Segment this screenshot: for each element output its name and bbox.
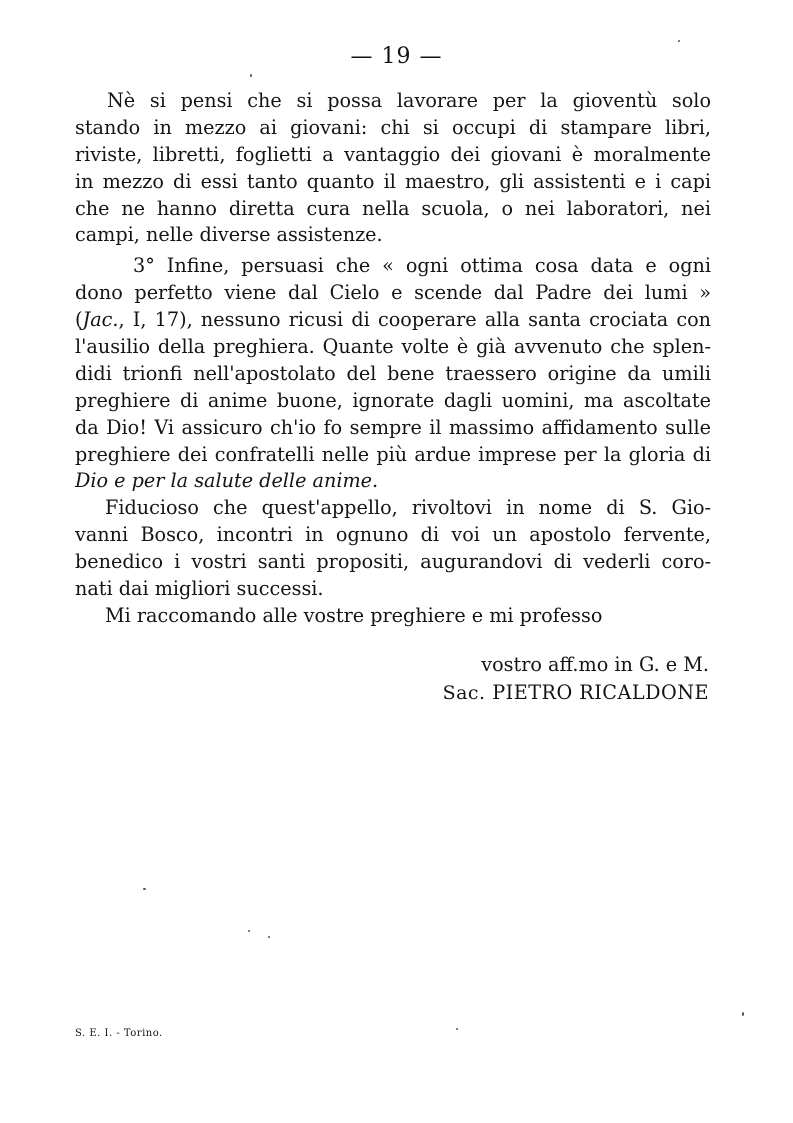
- scripture-reference: Jac.: [82, 308, 119, 332]
- paragraph-3-line: vanni Bosco, incontri in ognuno di voi un apostolo fervente,: [75, 523, 711, 547]
- signature: [0, 679, 709, 707]
- scan-speck: [678, 40, 680, 42]
- paragraph-2-line-rest: , I, 17), nessuno ricusi di cooperare alla santa crociata con: [118, 308, 711, 332]
- scan-speck: [742, 1012, 744, 1016]
- paragraph-1-line: in mezzo di essi tanto quanto il maestro, gli assistenti e i capi: [75, 169, 711, 193]
- paragraph-2-line: didi trionfi nell'apostolato del bene traessero origine da umili: [75, 361, 711, 385]
- paragraph-1-line: riviste, libretti, foglietti a vantaggio dei giovani è moralmente: [75, 142, 711, 166]
- paragraph-3-line: Fiducioso che quest'appello, rivoltovi in nome di S. Gio-: [105, 496, 711, 520]
- paragraph-2: [75, 253, 711, 495]
- paragraph-2-line: dono perfetto viene dal Cielo e scende dal Padre dei lumi »: [75, 281, 711, 305]
- page-number: — 19 —: [350, 44, 443, 69]
- paragraph-2-line: (Jac., I, 17), nessuno ricusi di cooperare alla santa crociata con: [75, 308, 711, 332]
- signature-name: PIETRO RICALDONE: [492, 681, 709, 704]
- paragraph-4: [75, 603, 711, 630]
- paragraph-2-line: [75, 468, 711, 495]
- scan-speck: [143, 888, 146, 890]
- paragraph-2-line: preghiere di anime buone, ignorate dagli uomini, ma ascoltate: [75, 388, 711, 412]
- body-text: [75, 88, 711, 630]
- paragraph-2-line: da Dio! Vi assicuro ch'io fo sempre il massimo affidamento sulle: [75, 415, 711, 439]
- paragraph-2-line: l'ausilio della preghiera. Quante volte è già avvenuto che splen-: [75, 335, 711, 359]
- paragraph-3-line: benedico i vostri santi propositi, augurandovi di vederli coro-: [75, 550, 711, 574]
- scan-speck: [248, 930, 250, 932]
- paragraph-1: [75, 88, 711, 249]
- paragraph-1-line: che ne hanno diretta cura nella scuola, o nei laboratori, nei: [75, 196, 711, 220]
- paragraph-1-line: Nè si pensi che si possa lavorare per la gioventù solo: [107, 89, 711, 112]
- scan-speck: [456, 1028, 458, 1030]
- closing-formula: vostro aff.mo in G. e M.: [481, 653, 709, 676]
- signature-title: Sac.: [442, 682, 486, 704]
- paragraph-3-line: nati dai migliori successi.: [75, 577, 324, 601]
- paragraph-1-line: campi, nelle diverse assistenze.: [75, 223, 383, 247]
- paragraph-3: [75, 495, 711, 603]
- paragraph-4-line: Mi raccomando alle vostre preghiere e mi professo: [105, 603, 603, 627]
- scan-speck: [268, 936, 270, 938]
- paragraph-2-line: preghiere dei confratelli nelle più ardue imprese per la gloria di: [75, 442, 711, 466]
- printer-imprint: S. E. I. - Torino.: [75, 1028, 163, 1039]
- italic-phrase: Dio e per la salute delle anime.: [75, 469, 379, 493]
- paragraph-1-line: stando in mezzo ai giovani: chi si occupi di stampare libri,: [75, 115, 711, 139]
- scan-speck: [250, 74, 252, 77]
- paragraph-2-line: 3° Infine, persuasi che « ogni ottima cosa data e ogni: [133, 254, 711, 278]
